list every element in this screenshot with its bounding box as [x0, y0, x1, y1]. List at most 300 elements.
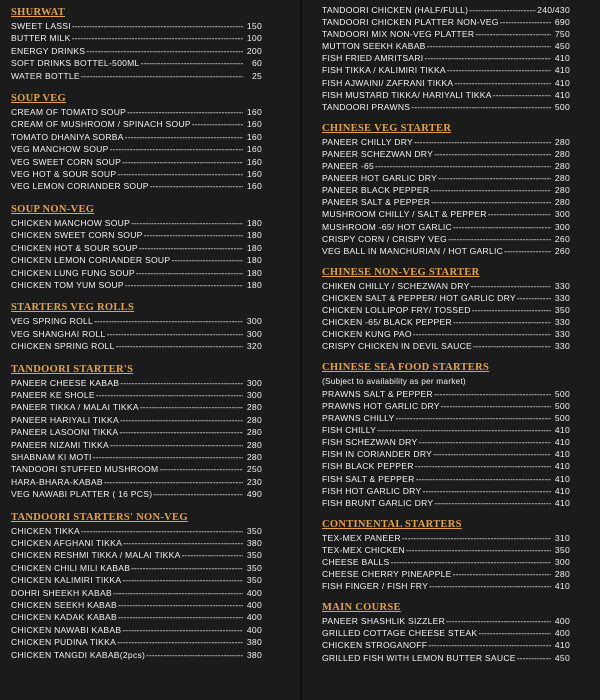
menu-item — [322, 460, 570, 472]
menu-item — [322, 292, 570, 304]
menu-item-price: 330 — [554, 317, 570, 328]
menu-item — [322, 424, 570, 436]
menu-item-price: 500 — [554, 413, 570, 424]
menu-item-name: PANEER HARIYALI TIKKA — [11, 414, 119, 425]
leader-dashes — [413, 328, 551, 340]
leader-dashes — [414, 136, 551, 148]
leader-dashes — [171, 254, 243, 266]
section-heading: SOUP NON-VEG — [11, 203, 95, 215]
menu-item-price: 25 — [251, 70, 262, 81]
menu-item — [322, 160, 570, 172]
menu-item — [11, 426, 262, 438]
leader-dashes — [428, 639, 551, 651]
leader-dashes — [446, 615, 551, 627]
menu-item — [11, 414, 262, 426]
menu-item — [322, 473, 570, 485]
menu-item-price: 160 — [246, 181, 262, 192]
menu-section-shurwat — [11, 6, 262, 82]
menu-item-name: FISH SALT & PEPPER — [322, 473, 415, 484]
menu-item — [322, 627, 570, 639]
menu-item-name: VEG BALL IN MANCHURIAN / HOT GARLIC — [322, 245, 504, 256]
menu-item-name: FISH BLACK PEPPER — [322, 461, 414, 472]
menu-item-name: FISH HOT GARLIC DRY — [322, 485, 422, 496]
menu-item — [322, 172, 570, 184]
menu-item — [11, 70, 262, 82]
menu-item-price: 330 — [554, 280, 570, 291]
leader-dashes — [411, 101, 551, 113]
menu-item — [322, 497, 570, 509]
menu-item — [322, 328, 570, 340]
menu-item-price: 150 — [246, 21, 262, 31]
leader-dashes — [422, 485, 551, 497]
menu-item-price: 280 — [554, 148, 570, 159]
menu-item-price: 400 — [246, 612, 262, 623]
menu-item-name: PANEER CHEESE KABAB — [11, 377, 120, 388]
leader-dashes — [488, 208, 551, 220]
leader-dashes — [153, 488, 243, 500]
menu-item-price: 160 — [246, 156, 262, 167]
menu-item-name: FISH AJWAINI/ ZAFRANI TIKKA — [322, 77, 454, 88]
leader-dashes — [94, 315, 243, 327]
menu-item-name: PANEER HOT GARLIC DRY — [322, 173, 438, 184]
menu-item-price: 400 — [246, 587, 262, 598]
menu-item-price: 500 — [554, 101, 570, 112]
leader-dashes — [415, 460, 551, 472]
leader-dashes — [438, 172, 551, 184]
menu-item — [11, 20, 262, 32]
leader-dashes — [441, 400, 551, 412]
menu-item-price: 280 — [246, 414, 262, 425]
menu-item-price: 160 — [246, 107, 262, 118]
menu-item — [11, 451, 262, 463]
menu-item-name: SWEET LASSI — [11, 21, 71, 31]
leader-dashes — [453, 221, 551, 233]
menu-item — [322, 4, 570, 16]
leader-dashes — [453, 316, 551, 328]
menu-item-name: CHICKEN KALIMIRI TIKKA — [11, 575, 122, 586]
menu-item-name: VEG SWEET CORN SOUP — [11, 156, 122, 167]
menu-item-name: DOHRI SHEEKH KABAB — [11, 587, 112, 598]
menu-item-price: 200 — [246, 45, 262, 56]
leader-dashes — [125, 279, 243, 291]
menu-item-name: CHICKEN KUNG PAO — [322, 329, 412, 340]
menu-item — [322, 485, 570, 497]
leader-dashes — [478, 627, 551, 639]
leader-dashes — [141, 57, 243, 69]
menu-item-price: 410 — [554, 497, 570, 508]
menu-item-price: 300 — [554, 209, 570, 220]
leader-dashes — [434, 148, 551, 160]
menu-item — [322, 208, 570, 220]
menu-item-price: 350 — [554, 304, 570, 315]
menu-item-name: CHICKEN TANGDI KABAB(2pcs) — [11, 649, 146, 660]
menu-item — [11, 118, 262, 130]
menu-item — [11, 315, 262, 327]
menu-item-price: 180 — [246, 217, 262, 228]
menu-item-name: CHICKEN KADAK KABAB — [11, 612, 117, 623]
menu-item-name: FISH SCHEZWAN DRY — [322, 437, 418, 448]
menu-item-price: 410 — [554, 425, 570, 436]
menu-item-name: PANEER -65 — [322, 161, 375, 172]
menu-item-price: 350 — [246, 525, 262, 536]
menu-item-name: PANEER SALT & PEPPER — [322, 197, 431, 208]
leader-dashes — [144, 229, 243, 241]
menu-item-price: 100 — [246, 33, 262, 44]
leader-dashes — [122, 156, 243, 168]
menu-item-name: CHICKEN TIKKA — [11, 525, 80, 536]
leader-dashes — [116, 340, 243, 352]
menu-section-chinese-sea-food-starters — [322, 361, 570, 508]
menu-item-price: 330 — [554, 292, 570, 303]
menu-item — [322, 28, 570, 40]
menu-item-price: 410 — [554, 473, 570, 484]
menu-item-name: ENERGY DRINKS — [11, 45, 86, 56]
menu-item-price: 410 — [554, 53, 570, 64]
menu-item — [11, 525, 262, 537]
leader-dashes — [120, 414, 243, 426]
leader-dashes — [430, 184, 551, 196]
menu-item-price: 450 — [554, 652, 570, 663]
menu-item-name: CRISPY CORN / CRISPY VEG — [322, 233, 448, 244]
menu-item-price: 300 — [246, 328, 262, 339]
menu-item-price: 300 — [246, 389, 262, 400]
menu-item-price: 410 — [554, 461, 570, 472]
section-heading: CONTINENTAL STARTERS — [322, 518, 462, 530]
section-heading: CHINESE NON-VEG STARTER — [322, 266, 480, 278]
menu-item-name: PRAWNS CHILLY — [322, 413, 395, 424]
menu-item-name: GRILLED FISH WITH LEMON BUTTER SAUCE — [322, 652, 516, 663]
menu-item-price: 690 — [554, 17, 570, 28]
menu-item-name: CHICKEN HOT & SOUR SOUP — [11, 242, 138, 253]
menu-item-name: CHICKEN SWEET CORN SOUP — [11, 230, 143, 241]
menu-item-price: 410 — [554, 485, 570, 496]
menu-item-price: 350 — [246, 575, 262, 586]
menu-item-name: VEG MANCHOW SOUP — [11, 144, 109, 155]
leader-dashes — [406, 544, 551, 556]
menu-item-name: CRISPY CHICKEN IN DEVIL SAUCE — [322, 341, 473, 352]
menu-item-name: CHICKEN LUNG FUNG SOUP — [11, 267, 135, 278]
menu-item-price: 750 — [554, 29, 570, 40]
menu-item — [322, 233, 570, 245]
section-heading: MAIN COURSE — [322, 602, 401, 614]
menu-item — [11, 254, 262, 266]
menu-item — [11, 242, 262, 254]
menu-item-price: 500 — [554, 400, 570, 411]
menu-item — [11, 574, 262, 586]
menu-item-price: 400 — [246, 624, 262, 635]
menu-item-name: CHICKEN AFGHANI TIKKA — [11, 538, 123, 548]
leader-dashes — [159, 463, 243, 475]
menu-item-name: TANDOORI CHICKEN PLATTER NON-VEG — [322, 17, 499, 28]
menu-item — [322, 400, 570, 412]
menu-item-price: 380 — [246, 649, 262, 660]
menu-item — [11, 45, 262, 57]
leader-dashes — [107, 328, 243, 340]
menu-item-name: CHICKEN -65/ BLACK PEPPER — [322, 317, 452, 328]
menu-item-price: 330 — [554, 329, 570, 340]
menu-item-name: TEX-MEX CHICKEN — [322, 544, 406, 555]
leader-dashes — [136, 267, 243, 279]
menu-item-name: TOMATO DHANIYA SORBA — [11, 131, 124, 142]
menu-section-soup-non-veg — [11, 203, 262, 291]
section-heading: CHINESE SEA FOOD STARTERS — [322, 362, 490, 374]
menu-item — [322, 568, 570, 580]
menu-item-name: PRAWNS HOT GARLIC DRY — [322, 400, 440, 411]
leader-dashes — [517, 292, 551, 304]
menu-item-price: 380 — [246, 637, 262, 648]
menu-item-price: 500 — [554, 388, 570, 399]
menu-item-name: PANEER KE SHOLE — [11, 389, 95, 400]
menu-item-name: CHIKEN CHILLY / SCHEZWAN DRY — [322, 280, 470, 291]
menu-item-name: CHICKEN CHILI MILI KABAB — [11, 562, 131, 573]
menu-item-price: 280 — [246, 439, 262, 450]
leader-dashes — [418, 436, 551, 448]
menu-item-price: 300 — [246, 377, 262, 388]
leader-dashes — [377, 424, 551, 436]
menu-item-name: FISH CHILLY — [322, 425, 377, 436]
menu-item-name: FISH FRIED AMRITSARI — [322, 53, 424, 64]
menu-item-price: 350 — [554, 544, 570, 555]
menu-item — [11, 217, 262, 229]
section-heading: STARTERS VEG ROLLS — [11, 302, 135, 314]
menu-item-name: MUSHROOM -65/ HOT GARLIC — [322, 221, 452, 232]
menu-item — [11, 279, 262, 291]
menu-right-column — [301, 0, 600, 700]
leader-dashes — [117, 168, 243, 180]
leader-dashes — [469, 4, 536, 16]
menu-item — [11, 401, 262, 413]
menu-item — [322, 639, 570, 651]
leader-dashes — [131, 562, 243, 574]
menu-section-soup-veg — [11, 92, 262, 193]
menu-item-price: 410 — [554, 581, 570, 592]
menu-item — [322, 532, 570, 544]
menu-item — [322, 184, 570, 196]
leader-dashes — [125, 131, 243, 143]
menu-item-name: TANDOORI STUFFED MUSHROOM — [11, 464, 159, 475]
leader-dashes — [110, 439, 243, 451]
leader-dashes — [118, 611, 243, 623]
leader-dashes — [110, 143, 243, 155]
menu-item-name: CHICKEN RESHMI TIKKA / MALAI TIKKA — [11, 550, 181, 561]
menu-section-chinese-veg-starter — [322, 122, 570, 257]
leader-dashes — [123, 537, 243, 549]
leader-dashes — [104, 476, 243, 488]
menu-item-name: FISH BRUNT GARLIC DRY — [322, 497, 434, 508]
leader-dashes — [93, 451, 243, 463]
leader-dashes — [122, 574, 243, 586]
menu-item-name: MUTTON SEEKH KABAB — [322, 41, 426, 52]
menu-item — [322, 101, 570, 113]
menu-section-continued-0 — [322, 4, 570, 113]
leader-dashes — [72, 32, 243, 44]
menu-item-price: 380 — [246, 538, 262, 548]
menu-item-price: 280 — [246, 427, 262, 438]
menu-item-price: 300 — [554, 556, 570, 567]
menu-item-price: 180 — [246, 242, 262, 253]
menu-item-name: SOFT DRINKS BOTTEL-500ML — [11, 58, 140, 69]
menu-item — [322, 652, 570, 664]
section-heading: TANDOORI STARTERS' NON-VEG — [11, 511, 188, 523]
menu-item-price: 60 — [251, 58, 262, 69]
menu-item-price: 300 — [246, 316, 262, 327]
menu-item-name: VEG LEMON CORIANDER SOUP — [11, 181, 149, 192]
menu-item-name: TANDOORI CHICKEN (HALF/FULL) — [322, 5, 469, 15]
menu-item-name: VEG SHANGHAI ROLL — [11, 328, 106, 339]
leader-dashes — [448, 233, 551, 245]
menu-item-price: 410 — [554, 89, 570, 100]
leader-dashes — [493, 89, 551, 101]
menu-item-price: 280 — [554, 161, 570, 172]
menu-item-price: 160 — [246, 144, 262, 155]
menu-item — [322, 340, 570, 352]
menu-item — [11, 143, 262, 155]
menu-item — [322, 556, 570, 568]
menu-item — [322, 89, 570, 101]
menu-item-price: 260 — [554, 245, 570, 256]
leader-dashes — [447, 64, 551, 76]
leader-dashes — [131, 217, 243, 229]
leader-dashes — [81, 70, 243, 82]
menu-item — [322, 304, 570, 316]
leader-dashes — [390, 556, 551, 568]
menu-item-price: 410 — [554, 449, 570, 460]
menu-item — [11, 156, 262, 168]
menu-item-name: CHICKEN LEMON CORIANDER SOUP — [11, 255, 171, 266]
menu-item — [11, 32, 262, 44]
menu-item — [11, 611, 262, 623]
menu-item — [322, 64, 570, 76]
menu-item — [11, 131, 262, 143]
leader-dashes — [416, 473, 551, 485]
menu-item-name: PANEER TIKKA / MALAI TIKKA — [11, 402, 139, 413]
section-heading: CHINESE VEG STARTER — [322, 122, 452, 134]
menu-section-starters-veg-rolls — [11, 301, 262, 352]
menu-item-name: CHICKEN STROGANOFF — [322, 640, 428, 651]
menu-item-price: 410 — [554, 437, 570, 448]
menu-item — [322, 280, 570, 292]
menu-item — [11, 549, 262, 561]
menu-item — [11, 57, 262, 69]
leader-dashes — [140, 401, 243, 413]
menu-item — [11, 439, 262, 451]
menu-item-name: CHICKEN MANCHOW SOUP — [11, 217, 131, 228]
leader-dashes — [434, 497, 551, 509]
menu-item — [11, 476, 262, 488]
menu-item-name: FISH MUSTARD TIKKA/ HARIYALI TIKKA — [322, 89, 492, 100]
menu-item-price: 280 — [554, 136, 570, 147]
leader-dashes — [117, 636, 243, 648]
leader-dashes — [427, 40, 551, 52]
menu-item-name: HARA-BHARA-KABAB — [11, 476, 103, 487]
menu-item — [322, 52, 570, 64]
leader-dashes — [192, 118, 243, 130]
menu-item — [322, 148, 570, 160]
menu-item-price: 280 — [554, 173, 570, 184]
menu-item — [322, 615, 570, 627]
menu-item — [322, 316, 570, 328]
menu-item-price: 410 — [554, 640, 570, 651]
leader-dashes — [150, 180, 243, 192]
menu-item-name: FISH IN CORIANDER DRY — [322, 449, 433, 460]
leader-dashes — [375, 160, 551, 172]
menu-section-tandoori-starter-s — [11, 363, 262, 501]
menu-item-name: PANEER NIZAMI TIKKA — [11, 439, 110, 450]
menu-item-price: 160 — [246, 169, 262, 180]
menu-item-name: CHICKEN TOM YUM SOUP — [11, 279, 124, 290]
menu-item-price: 180 — [246, 255, 262, 266]
menu-item-price: 490 — [246, 489, 262, 500]
menu-item — [322, 77, 570, 89]
menu-item-name: CHICKEN LOLLIPOP FRY/ TOSSED — [322, 304, 471, 315]
menu-item-name: CHICKEN PUDINA TIKKA — [11, 637, 117, 648]
menu-item-name: CREAM OF MUSHROOM / SPINACH SOUP — [11, 119, 191, 130]
menu-item-price: 250 — [246, 464, 262, 475]
leader-dashes — [127, 106, 243, 118]
menu-item-price: 310 — [554, 532, 570, 543]
leader-dashes — [122, 624, 243, 636]
leader-dashes — [473, 340, 551, 352]
menu-item — [11, 624, 262, 636]
leader-dashes — [424, 52, 551, 64]
menu-item-price: 180 — [246, 230, 262, 241]
leader-dashes — [139, 242, 243, 254]
menu-item-price: 230 — [246, 476, 262, 487]
menu-item-name: VEG NAWABI PLATTER ( 16 PCS) — [11, 489, 153, 500]
leader-dashes — [429, 580, 551, 592]
menu-item — [11, 267, 262, 279]
menu-item-name: VEG HOT & SOUR SOUP — [11, 169, 117, 180]
leader-dashes — [517, 652, 551, 664]
menu-item-price: 410 — [554, 65, 570, 76]
leader-dashes — [454, 77, 551, 89]
leader-dashes — [433, 448, 551, 460]
menu-item — [11, 537, 262, 549]
section-note: (Subject to availability as per market) — [322, 376, 466, 387]
menu-item-name: CHEESE BALLS — [322, 556, 390, 567]
menu-item — [322, 580, 570, 592]
leader-dashes — [431, 196, 551, 208]
menu-item-name: PANEER SCHEZWAN DRY — [322, 148, 434, 159]
menu-item-price: 450 — [554, 41, 570, 52]
leader-dashes — [472, 304, 551, 316]
menu-item-price: 240/430 — [537, 5, 570, 15]
menu-item-name: CHICKEN NAWABI KABAB — [11, 624, 122, 635]
menu-item-price: 260 — [554, 233, 570, 244]
leader-dashes — [120, 377, 243, 389]
menu-item — [322, 388, 570, 400]
leader-dashes — [72, 20, 243, 32]
menu-item — [11, 562, 262, 574]
menu-item — [322, 196, 570, 208]
leader-dashes — [471, 280, 551, 292]
menu-item-name: TANDOORI PRAWNS — [322, 101, 411, 112]
menu-item — [11, 377, 262, 389]
leader-dashes — [81, 525, 243, 537]
menu-item-name: GRILLED COTTAGE CHEESE STEAK — [322, 628, 478, 639]
menu-item-price: 410 — [554, 77, 570, 88]
menu-item-price: 400 — [554, 628, 570, 639]
menu-item-price: 400 — [554, 616, 570, 627]
menu-item — [322, 544, 570, 556]
menu-item-price: 160 — [246, 119, 262, 130]
leader-dashes — [146, 649, 243, 661]
menu-item-name: PANEER SHASHLIK SIZZLER — [322, 616, 446, 627]
menu-item-name: BUTTER MILK — [11, 33, 71, 44]
menu-item-price: 330 — [554, 341, 570, 352]
menu-item-price: 280 — [554, 569, 570, 580]
menu-item — [322, 221, 570, 233]
